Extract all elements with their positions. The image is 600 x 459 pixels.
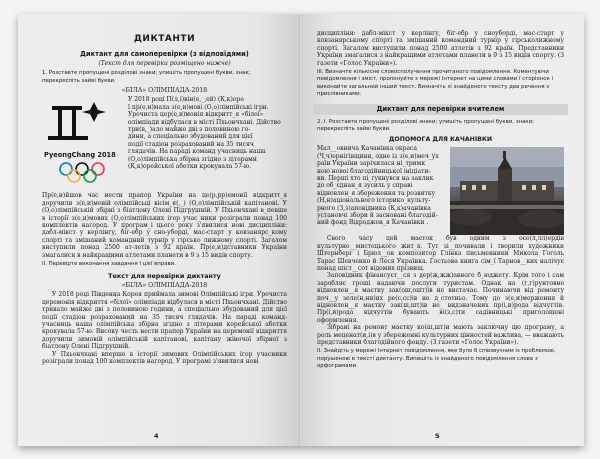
text-line: ний фонд Відроджен_я Качанівки . — [317, 219, 429, 227]
logo-caption: PyeongChang 2018 — [44, 151, 116, 160]
text-line: три(в,_)ало майже дві з половиною го- — [128, 126, 251, 134]
pyeongchang-emblem-icon — [42, 96, 124, 156]
text-line: (Ч,ч)ернігівщини, одне із з(е,и)меч_ух — [317, 152, 439, 160]
dictation-paragraph-end: Зібрані на ремонт маєтку ко(ш,шт)и мають заключну цю програму, а роль меценат(и,і)в у збереженні культурних цінностей важлива, — вважають представники благодійного фонду. (З газети «Голос України»). — [317, 324, 564, 346]
task-instruction-4: 2. І. Розставте пропущені розділові знаки; упишіть пропущені букви, знаки; перекресліть зайві букви. — [317, 119, 534, 133]
photo-text-block — [317, 145, 564, 235]
right-page — [301, 14, 584, 446]
logo-text-block — [42, 96, 287, 192]
text-line: рного (З,з)аповідника (К,к)ачанівка — [317, 204, 431, 212]
text-line: Мал__овнича Качанівка окраса — [317, 145, 417, 153]
kachanivka-photo — [450, 147, 564, 235]
task-instruction-2: II. Перевірте виконання завдання І цієї вправи. — [42, 261, 176, 268]
palace-image-icon — [450, 147, 564, 235]
section-title-bar: Диктант для перевірки вчителем — [313, 104, 568, 115]
photo-side-text — [317, 145, 445, 235]
text-line: установчі збори й засновані благодій- — [317, 211, 438, 219]
text-line: (К,к)орейської абетки крокувала 57-ю. — [128, 163, 252, 171]
page-number-right: 5 — [435, 431, 440, 440]
text-line: У 2018 році П(л,і)він(е,_,ей) (К,к)оре — [128, 96, 244, 104]
text-line: ви. Перші хто пі_гукнувся на заклик — [317, 174, 434, 182]
text-line: глядачів. На параді команд учасниць наша — [128, 148, 266, 156]
subheading-note: (Текст для перевірки розміщено нижче) — [98, 59, 231, 67]
dictation-title-3: ДОПОМОГА ДЛЯ КАЧАНІВКИ — [388, 135, 493, 143]
task-instruction-1: 1. Розставте пропущені розділові знаки; упишіть пропущені букви, знак; перекресліть зайві букви. — [42, 70, 251, 84]
task-instruction-3: ІІІ. Визначте кількісне словосполучення прочитаного повідомлення. Коментуючи повідомлення і зміст, пропонуйте з мережі Інтернет на цими словами ї сторіонок і виконайте загальний інший текст. Визначіть зі знайденого тексту два речення з прислівниками. — [317, 69, 554, 98]
text-line: ї пр(е,и)мала з(е,и)мові (О,о)лімпійські ігри. — [128, 103, 269, 111]
check-paragraph-2: У Пхьончхані вперше в історії зимових Олімпійських ігор учасники розіграли понад 100 комплектів нагород. У програмі з'явилися нові — [42, 350, 287, 365]
check-text-heading: Текст для перевірки диктанту — [108, 271, 221, 280]
task-instruction-5: ІІ. Знайдіть у мережі Інтернет повідомлення, яке було б співзвучним із проблемою, порушеною в тексті диктанту. Випишіть із знайденого повідомлення слова з орфограмами. — [317, 348, 556, 370]
text-line: дини, а спеціально збудований для цієї — [128, 133, 253, 141]
pyeongchang-logo — [42, 96, 124, 192]
text-line: до об_єднан_я зусиль у справі — [317, 182, 413, 190]
page-heading: ДИКТАНТИ — [133, 34, 196, 44]
dictation-subheading: Диктант для самоперевірки (з відповідями) — [80, 50, 249, 59]
text-line: відновлен_я збереження та розвитку — [317, 189, 436, 197]
text-line: ною новоі благодійницької ініціати- — [317, 167, 431, 175]
text-line: (О,о)лімпійська збірна згідно з літерами — [128, 155, 257, 163]
text-line: події стадіон розрахований на 35 тисяч — [128, 140, 254, 148]
logo-side-text — [128, 96, 287, 170]
dictation-title-2: «БІЛА» ОЛІМПІАДА-2018 — [121, 281, 208, 289]
page-number-left: 4 — [154, 431, 159, 440]
text-line: раїн України зарічилася ні_тримк — [317, 160, 426, 168]
booklet — [18, 14, 584, 446]
dictation-paragraph: Пр(е,и)йшов час нести прапор України на це(р,рр)емонії відкритт_я доручили з(е,и)мовій олімпійсьці вісім_я(,_) (О,о)лімпійській капітанові. У (О,о)лімпійській збірні з біатлону Олені Підгрушній. У Пхьончхані в_певше в історії з(е,и)мових (О,о)лімпійських ігор учас_ники розіграли понад 100 комплектів нагород. У програм_і цього року з'явилися нові дисципліни: дабл-мікст у керлінгу, біг-ебр у сно-уборді, мас-старт у ковзанярс_кому спорті та змішаний командний турнір у гірсько_лижному спорті. Загалом виступили понад 2500 ат-летів з 92 країн. Пр(е,и)дставники України змагалися в найкращими атлетами планети в 9 з 15 видів спорту. — [42, 192, 287, 259]
text-line: Урочиста цер(е,и)монія відкритт_я «білої» — [128, 111, 264, 119]
text-line: (Н,н)аціонального історико_культу- — [317, 197, 431, 205]
check-paragraph-1: У 2018 році Південна Корея приймала зимові Олімпійські ігри. Урочиста церемонія відкриття «білої» олімпіади відбулася в місті Пхьончхані. Дійство тривало майже дві з половиною години, а спеціально збудований для цієї події стадіон розрахований на 35 тисяч глядачів. На параді команд-учасниць наша олімпійська збірна згідно з літерами корейської абетки крокувала 57-ю. Високу честь нести прапор України на церемонії відкриття доручили зимовій олімпійській капітанові, капітану жіночої збірної з біатлону Олені Підгрушній. — [42, 291, 287, 351]
dictation-paragraph-mid-2: Заповідник фінансуєт__ся з дер(ж,жж)авного б_юджету. Крім того і сам заробляє гроші надаючи послуги туристам. Однак на (г,г)рунтовне відновлен__я маєтку зак(ош,ошт)ів не вистачає. Починаючи від ремонту поч__у зеле(н,нн)их ре(с,сс)ів не д_стотньо. Тому до з(е,и)мерження й відновлен__я маєтку зак(ш,шт)ів не_ видзначених пр(і,и)рода відчуттів. Пр(і,и)рода відчуттів бувають ві(з,с)ти садівницькі приголошені оформлення. — [317, 272, 564, 324]
dictation-paragraph-mid: Свого часу цей маєток був одним з осе(л,лл)ердів культурно__мистецького жит_я. Тут зі__почивали і творили художники Штернберг і Брюл__ов композитор Глінка письменники Микола Гоголь Тарас Шевченко й Леся Українка. Гостьова книга сім_ї Тарнов__ких налічує понад шіст__сот відомих прізвищ. — [317, 235, 564, 272]
text-line: олімпіади відбулася в місті Пхьончхані. Дійство — [128, 118, 281, 126]
dictation-title-1: «БІЛА» ОЛІМПІАДА-2018 — [121, 87, 208, 95]
olympic-rings-icon — [58, 162, 106, 184]
left-page — [18, 14, 301, 446]
continued-paragraph: дисципліни: дабл-мікст у керлінгу, біг-ебр у сноуборді, мас-старт у ковзанярському спорті та змішаний командний турнір у гірськолижному спорті. Загалом виступили понад 2500 атлетів з 92 країн. Представники України змагалися з найкращими атлетами планети в 9 з 15 видів спорту. (З газети «Голос України»). — [317, 30, 564, 67]
